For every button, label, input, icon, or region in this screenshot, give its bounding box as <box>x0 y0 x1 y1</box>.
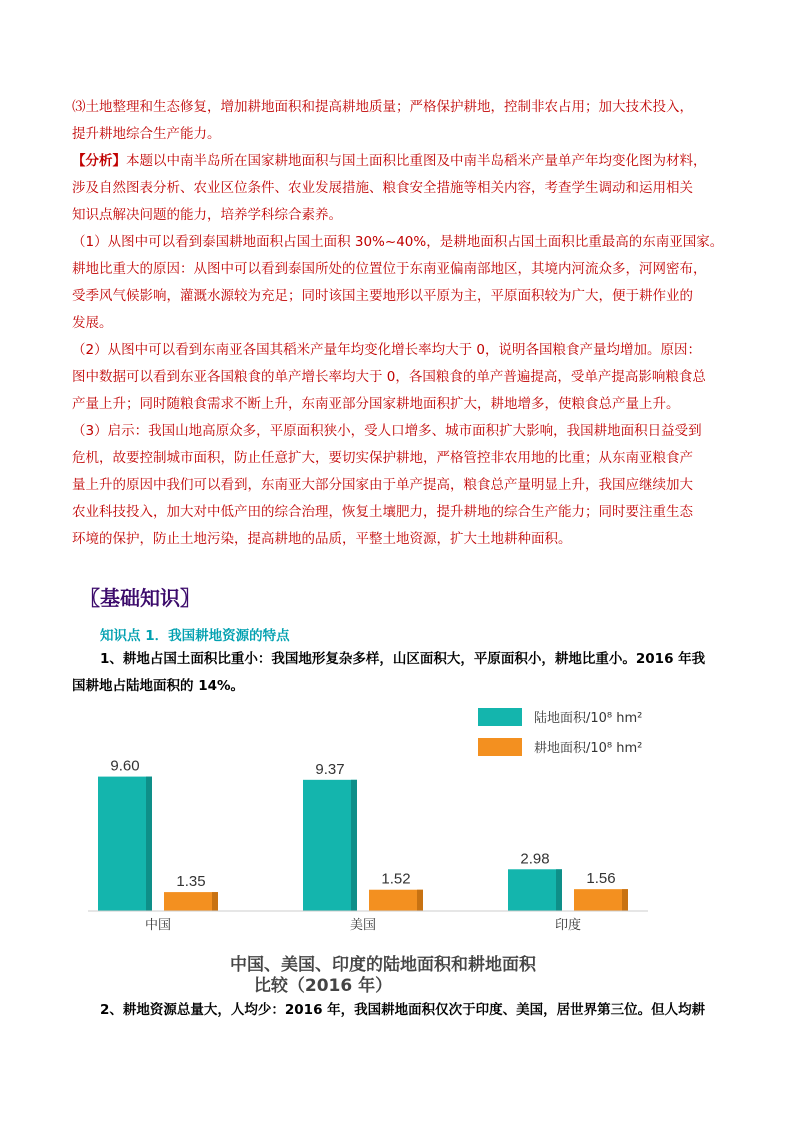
point-3-line: 环境的保护，防止土地污染，提高耕地的品质，平整土地资源，扩大土地耕种面积。 <box>72 531 572 547</box>
bar <box>98 777 152 911</box>
bar-shade <box>622 889 628 911</box>
bar-shade <box>351 780 357 911</box>
section-title: 〖基础知识〗 <box>80 586 200 610</box>
kp-line: 1、耕地占国土面积比重小：我国地形复杂多样，山区面积大，平原面积小，耕地比重小。2016 年我 <box>100 651 706 667</box>
point-1-line: （1）从图中可以看到泰国耕地面积占国土面积 30%~40%，是耕地面积占国土面积比重最高的东南亚国家。 <box>72 234 724 250</box>
analysis-point-1 <box>72 229 732 337</box>
chart-caption-line-2: 比较（2016 年） <box>253 976 393 995</box>
point-2-line: 图中数据可以看到东亚各国粮食的单产增长率均大于 0，各国粮食的单产普遍提高，受单产提高影响粮食总 <box>72 369 706 385</box>
point-2-line: （2）从图中可以看到东南亚各国其稻米产量年均变化增长率均大于 0，说明各国粮食产量均增加。原因： <box>72 342 701 358</box>
point-3-line: 农业科技投入，加大对中低产田的综合治理，恢复土壤肥力，提升耕地的综合生产能力；同时要注重生态 <box>72 504 693 520</box>
legend-swatch <box>478 738 522 756</box>
land-area-bar-chart <box>88 700 708 995</box>
analysis-point-2 <box>72 337 732 418</box>
bar-shade <box>212 892 218 911</box>
category-label: 中国 <box>144 918 172 933</box>
bar-shade <box>417 890 423 911</box>
answer-3-line: ⑶土地整理和生态修复，增加耕地面积和提高耕地质量；严格保护耕地，控制非农占用；加大技术投入， <box>72 99 693 115</box>
answer-3-line: 提升耕地综合生产能力。 <box>72 126 221 142</box>
knowledge-point-title: 知识点 1．我国耕地资源的特点 <box>100 628 290 644</box>
analysis-line: 涉及自然图表分析、农业区位条件、农业发展措施、粮食安全措施等相关内容，考查学生调动和运用相关 <box>72 180 693 196</box>
chart-bars <box>98 758 628 911</box>
bar <box>574 889 628 911</box>
bar <box>369 890 423 911</box>
bar <box>164 892 218 911</box>
point-1-line: 受季风气候影响，灌溉水源较为充足；同时该国主要地形以平原为主，平原面积较为广大，便于耕作业的 <box>72 288 693 304</box>
analysis-line: 知识点解决问题的能力，培养学科综合素养。 <box>72 207 342 223</box>
point-3-line: 危机，故要控制城市面积，防止任意扩大，要切实保护耕地，严格管控非农用地的比重；从东南亚粮食产 <box>72 450 693 466</box>
point-2-line: 产量上升；同时随粮食需求不断上升，东南亚部分国家耕地面积扩大，耕地增多，使粮食总产量上升。 <box>72 396 680 412</box>
analysis-paragraph <box>72 148 732 229</box>
bar-shade <box>146 777 152 911</box>
chart-categories <box>145 917 581 933</box>
point-3-line: 量上升的原因中我们可以看到，东南亚大部分国家由于单产提高，粮食总产量明显上升，我国应继续加大 <box>72 477 693 493</box>
bar-value-label: 9.60 <box>110 757 140 775</box>
point-1-line: 耕地比重大的原因：从图中可以看到泰国所处的位置位于东南亚偏南部地区，其境内河流众多，河网密布， <box>72 261 707 277</box>
point-1-line: 发展。 <box>72 315 113 331</box>
kp-line: 国耕地占陆地面积的 14%。 <box>72 678 245 694</box>
bar <box>508 869 562 911</box>
bar-value-label: 1.56 <box>586 870 616 888</box>
legend-label: 陆地面积/10⁸ hm² <box>534 711 643 726</box>
bar-shade <box>556 869 562 911</box>
chart-caption-line-1: 中国、美国、印度的陆地面积和耕地面积 <box>230 955 536 975</box>
legend-label: 耕地面积/10⁸ hm² <box>534 741 643 756</box>
bar-value-label: 2.98 <box>520 850 550 868</box>
analysis-tag: 【分析】 <box>72 153 126 169</box>
bar-value-label: 1.35 <box>176 873 206 891</box>
knowledge-point-paragraph-1 <box>72 646 732 700</box>
bar <box>303 780 357 911</box>
analysis-point-3 <box>72 418 732 553</box>
bar-value-label: 9.37 <box>315 760 345 778</box>
knowledge-point-paragraph-2 <box>72 997 732 1024</box>
kp-line: 2、耕地资源总量大，人均少：2016 年，我国耕地面积仅次于印度、美国，居世界第三位。但人均耕 <box>100 1002 706 1018</box>
legend-swatch <box>478 708 522 726</box>
bar-value-label: 1.52 <box>381 870 411 888</box>
answer-3 <box>72 94 732 148</box>
analysis-line: 【分析】本题以中南半岛所在国家耕地面积与国土面积比重图及中南半岛稻米产量单产年均变化图为材料， <box>72 153 707 169</box>
point-3-line: （3）启示：我国山地高原众多，平原面积狭小，受人口增多、城市面积扩大影响，我国耕地面积日益受到 <box>72 423 702 439</box>
chart-legend <box>478 708 642 756</box>
category-label: 印度 <box>554 918 582 933</box>
category-label: 美国 <box>349 918 377 933</box>
